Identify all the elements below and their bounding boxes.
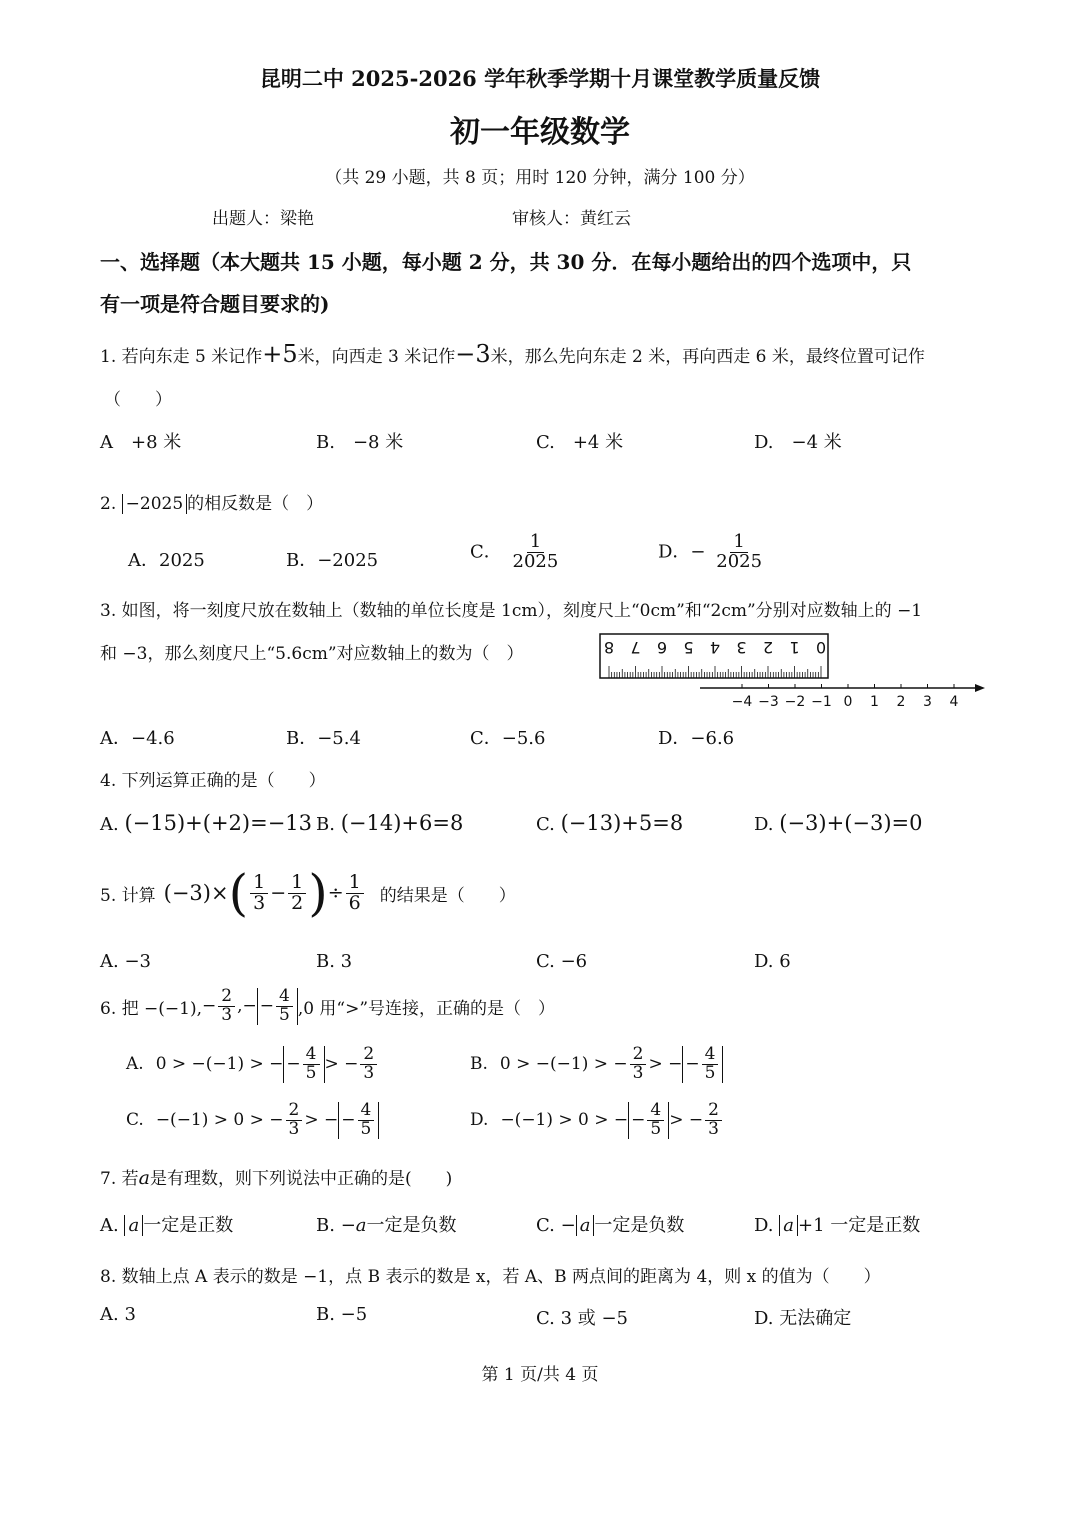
q6-a-abs-neg: − bbox=[286, 1054, 301, 1075]
q1-minus3: −3 bbox=[455, 340, 491, 368]
q1-option-c[interactable]: C. +4 米 bbox=[536, 432, 624, 453]
q5-f1-den: 3 bbox=[253, 891, 266, 914]
q2-c-num: 1 bbox=[527, 533, 544, 553]
axis-label: 2 bbox=[896, 694, 906, 710]
q1-option-a[interactable]: A +8 米 bbox=[100, 432, 182, 453]
q6-b-abs bbox=[682, 1046, 723, 1083]
q6-b-tail: > − bbox=[648, 1054, 683, 1075]
q2-option-b[interactable]: B．−2025 bbox=[286, 550, 379, 571]
axis-label: 0 bbox=[843, 694, 853, 710]
q4-option-c[interactable] bbox=[536, 811, 683, 835]
q6-option-d[interactable] bbox=[470, 1102, 724, 1139]
q5-option-c[interactable]: C. −6 bbox=[536, 951, 588, 972]
q6-d-abs-neg: − bbox=[631, 1110, 646, 1131]
q7-c-label: C. bbox=[536, 1215, 555, 1236]
q6-d-d3: 3 bbox=[708, 1118, 719, 1139]
q6-b-d5: 5 bbox=[704, 1062, 716, 1083]
reviewer: 审核人：黄红云 bbox=[512, 209, 631, 229]
q5-div: ÷ bbox=[327, 882, 344, 904]
ruler-label: 1 bbox=[789, 638, 800, 657]
q5-option-b[interactable]: B. 3 bbox=[316, 951, 353, 972]
exam-note: （共 29 小题，共 8 页；用时 120 分钟，满分 100 分） bbox=[325, 168, 755, 188]
q2-option-a[interactable]: A．2025 bbox=[128, 550, 205, 571]
q2-option-c[interactable] bbox=[470, 533, 563, 572]
q6-d-text: −(−1) > 0 > − bbox=[500, 1110, 629, 1131]
q7-b-label: B. bbox=[316, 1215, 335, 1236]
q6-c-label: C. bbox=[126, 1110, 144, 1131]
question-3-line2: 和 −3，那么刻度尺上“5.6cm”对应数轴上的数为（ ） bbox=[100, 644, 524, 664]
q6-a-d5: 5 bbox=[305, 1062, 317, 1083]
q5-f3-num: 1 bbox=[346, 873, 364, 894]
question-4-stem: 4. 下列运算正确的是（ ） bbox=[100, 771, 326, 791]
q8-option-b[interactable]: B. −5 bbox=[316, 1304, 368, 1325]
q2-d-den: 2025 bbox=[716, 550, 763, 572]
q4-d-expr: (−3)+(−3)=0 bbox=[779, 811, 923, 835]
q6-c-frac45 bbox=[358, 1102, 375, 1139]
q6-d23: 3 bbox=[221, 1004, 233, 1025]
q7-option-b[interactable] bbox=[316, 1211, 457, 1237]
axis-label: −3 bbox=[758, 694, 779, 710]
q6-b-label: B. bbox=[470, 1054, 488, 1075]
q7-option-a[interactable] bbox=[100, 1211, 233, 1237]
q2-d-num: 1 bbox=[730, 533, 747, 553]
q6-b-abs-neg: − bbox=[685, 1054, 700, 1075]
q3-option-a[interactable]: A．−4.6 bbox=[100, 728, 175, 749]
q1-text-c: 米，那么先向东走 2 米，再向西走 6 米，最终位置可记作 bbox=[490, 347, 925, 367]
q5-lead: (−3)× bbox=[163, 881, 229, 905]
q6-abs-prefix: − bbox=[242, 996, 257, 1017]
q6-abs-frac bbox=[257, 988, 298, 1025]
q7-b-expr: −a bbox=[340, 1215, 367, 1236]
ruler-label: 0 bbox=[815, 638, 827, 657]
q5-suffix: 的结果是（ ） bbox=[379, 885, 516, 906]
q3-option-b[interactable]: B．−5.4 bbox=[286, 728, 361, 749]
q7-d-abs: a bbox=[779, 1215, 798, 1236]
q4-option-d[interactable] bbox=[754, 811, 923, 835]
q6-d-n2: 2 bbox=[705, 1102, 722, 1121]
q6-n45: 4 bbox=[276, 988, 293, 1007]
q3-option-d[interactable]: D．−6.6 bbox=[658, 728, 735, 749]
q4-b-expr: (−14)+6=8 bbox=[340, 811, 464, 835]
q7-c-pre: − bbox=[560, 1215, 576, 1236]
q7-var-a: a bbox=[138, 1167, 150, 1189]
q6-a-tail: > − bbox=[324, 1054, 359, 1075]
ruler-numberline-figure bbox=[595, 628, 990, 713]
author: 出题人：梁艳 bbox=[212, 209, 314, 229]
ruler-labels bbox=[604, 638, 826, 657]
ruler-label: 5 bbox=[683, 638, 694, 657]
q5-paren-right: ) bbox=[308, 864, 328, 922]
q7-a-label: A. bbox=[100, 1215, 119, 1236]
q5-minus: − bbox=[270, 882, 287, 904]
axis-arrow-icon bbox=[975, 684, 985, 692]
q4-option-a[interactable] bbox=[100, 811, 312, 835]
page-number: 第 1 页/共 4 页 bbox=[481, 1365, 599, 1385]
ruler-label: 7 bbox=[630, 638, 641, 657]
q6-neg: − bbox=[202, 996, 217, 1017]
question-7-stem bbox=[100, 1164, 452, 1189]
q3-option-c[interactable]: C．−5.6 bbox=[470, 728, 546, 749]
q6-suffix: ,0 用“>”号连接，正确的是（ ） bbox=[297, 998, 556, 1019]
q2-d-label: D．− bbox=[658, 541, 706, 563]
axis-label: 3 bbox=[923, 694, 932, 710]
q6-a-n2: 2 bbox=[360, 1046, 377, 1065]
axis-label: −1 bbox=[811, 694, 832, 710]
exam-title: 昆明二中 2025-2026 学年秋季学期十月课堂教学质量反馈 bbox=[259, 66, 821, 91]
q8-option-c[interactable]: C. 3 或 −5 bbox=[536, 1308, 629, 1329]
q6-d-frac23 bbox=[705, 1102, 722, 1139]
q1-answer-paren: （ ） bbox=[104, 390, 172, 410]
q2-c-den: 2025 bbox=[512, 550, 559, 572]
question-1-stem bbox=[100, 340, 925, 368]
q6-c-abs-neg: − bbox=[341, 1110, 356, 1131]
q6-c-tail: > − bbox=[304, 1110, 339, 1131]
axis-label: 1 bbox=[870, 694, 879, 710]
q6-prefix: 6. 把 −(−1), bbox=[100, 998, 202, 1019]
q6-b-text: 0 > −(−1) > − bbox=[499, 1054, 628, 1075]
ruler-label: 4 bbox=[709, 638, 721, 657]
q4-d-label: D. bbox=[754, 814, 774, 835]
q2-c-fraction bbox=[510, 533, 562, 572]
q7-d-text: +1 一定是正数 bbox=[797, 1215, 921, 1236]
q7-d-label: D. bbox=[754, 1215, 774, 1236]
q6-option-a[interactable] bbox=[126, 1046, 379, 1083]
question-3-line1: 3. 如图，将一刻度尺放在数轴上（数轴的单位长度是 1cm），刻度尺上“0cm”和“2cm”分别对应数轴上的 −1 bbox=[100, 601, 923, 621]
q6-d-frac45 bbox=[647, 1102, 664, 1139]
q4-c-label: C. bbox=[536, 814, 555, 835]
q6-d45: 5 bbox=[278, 1004, 290, 1025]
question-5-stem bbox=[100, 864, 516, 922]
q6-b-frac45 bbox=[702, 1046, 719, 1083]
q6-a-n4: 4 bbox=[303, 1046, 320, 1065]
q6-c-n4: 4 bbox=[358, 1102, 375, 1121]
q6-frac-2-3 bbox=[218, 988, 235, 1025]
exam-subject: 初一年级数学 bbox=[450, 115, 630, 150]
q6-d-d5: 5 bbox=[650, 1118, 662, 1139]
q7-c-abs: a bbox=[576, 1215, 595, 1236]
q2-number: 2. bbox=[100, 494, 117, 514]
q6-d-abs bbox=[628, 1102, 669, 1139]
q6-option-c[interactable] bbox=[126, 1102, 379, 1139]
q1-option-b[interactable]: B. −8 米 bbox=[316, 432, 404, 453]
q4-a-label: A. bbox=[100, 814, 119, 835]
q6-d-tail: > − bbox=[669, 1110, 704, 1131]
q5-f3-den: 6 bbox=[348, 891, 361, 914]
q7-stem-a: 7. 若 bbox=[100, 1169, 139, 1189]
q7-b-text: 一定是负数 bbox=[366, 1215, 457, 1236]
q6-c-frac23 bbox=[286, 1102, 303, 1139]
q2-option-d[interactable] bbox=[658, 533, 767, 572]
q6-a-frac23 bbox=[360, 1046, 377, 1083]
q5-f2-num: 1 bbox=[288, 873, 306, 894]
ruler-label: 8 bbox=[603, 638, 615, 657]
q2-d-fraction bbox=[713, 533, 765, 572]
q6-c-d5: 5 bbox=[360, 1118, 372, 1139]
q6-comma: , bbox=[237, 996, 243, 1017]
q6-a-label: A. bbox=[126, 1054, 144, 1075]
q6-d-label: D. bbox=[470, 1110, 489, 1131]
question-6-stem bbox=[100, 988, 555, 1025]
q6-b-n2: 2 bbox=[630, 1046, 647, 1065]
q6-frac-4-5 bbox=[276, 988, 293, 1025]
q6-c-abs bbox=[338, 1102, 379, 1139]
q7-a-abs: a bbox=[124, 1215, 143, 1236]
q5-option-a[interactable]: A. −3 bbox=[100, 951, 151, 972]
q4-option-b[interactable] bbox=[316, 811, 463, 835]
q6-a-d3: 3 bbox=[363, 1062, 375, 1083]
q6-c-text: −(−1) > 0 > − bbox=[155, 1110, 284, 1131]
q7-option-c[interactable] bbox=[536, 1211, 684, 1237]
q1-option-d[interactable]: D. −4 米 bbox=[754, 432, 842, 453]
ruler-label: 3 bbox=[736, 638, 747, 657]
q6-n23: 2 bbox=[218, 988, 235, 1007]
q6-c-d3: 3 bbox=[288, 1118, 300, 1139]
q7-option-d[interactable] bbox=[754, 1211, 920, 1237]
q1-text-b: 米，向西走 3 米记作 bbox=[297, 347, 456, 367]
q7-stem-b: 是有理数，则下列说法中正确的是( ) bbox=[149, 1169, 453, 1189]
q6-a-abs bbox=[283, 1046, 324, 1083]
question-2-stem bbox=[100, 489, 323, 514]
q5-f2-den: 2 bbox=[291, 891, 304, 914]
q5-paren-left: ( bbox=[228, 864, 249, 922]
q5-option-d[interactable]: D. 6 bbox=[754, 951, 791, 972]
section-heading-line1: 一、选择题（本大题共 15 小题，每小题 2 分，共 30 分．在每小题给出的四个选项中，只 bbox=[100, 250, 912, 274]
q5-frac1 bbox=[250, 870, 268, 914]
q6-b-frac23 bbox=[630, 1046, 647, 1083]
q5-f1-num: 1 bbox=[250, 873, 268, 894]
q8-option-a[interactable]: A. 3 bbox=[100, 1304, 136, 1325]
q6-a-text: 0 > −(−1) > − bbox=[155, 1054, 284, 1075]
q1-text-a: 1. 若向东走 5 米记作 bbox=[100, 347, 263, 367]
q7-c-text: 一定是负数 bbox=[594, 1215, 685, 1236]
q2-abs-value: −2025 bbox=[122, 494, 188, 514]
q6-b-n4: 4 bbox=[702, 1046, 719, 1065]
q1-plus5: +5 bbox=[262, 340, 298, 368]
axis-label: 4 bbox=[949, 694, 959, 710]
q5-frac3 bbox=[346, 870, 364, 914]
q6-c-n2: 2 bbox=[286, 1102, 303, 1121]
question-8-stem: 8. 数轴上点 A 表示的数是 −1，点 B 表示的数是 x，若 A、B 两点间的距离为 4，则 x 的值为（ ） bbox=[100, 1267, 881, 1287]
q6-abs-neg: − bbox=[259, 996, 274, 1017]
axis-labels bbox=[732, 694, 959, 710]
q6-d-n4: 4 bbox=[647, 1102, 664, 1121]
q6-a-frac45 bbox=[303, 1046, 320, 1083]
q5-prefix: 5. 计算 bbox=[100, 885, 156, 906]
q4-b-label: B. bbox=[316, 814, 335, 835]
section-heading-line2: 有一项是符合题目要求的) bbox=[100, 292, 330, 316]
q2-c-label: C． bbox=[470, 541, 502, 563]
q2-suffix: 的相反数是（ ） bbox=[187, 494, 324, 514]
q6-option-b[interactable] bbox=[470, 1046, 723, 1083]
ruler-label: 2 bbox=[762, 638, 774, 657]
q7-a-text: 一定是正数 bbox=[143, 1215, 234, 1236]
q4-a-expr: (−15)+(+2)=−13 bbox=[124, 811, 313, 835]
q5-frac2 bbox=[288, 870, 306, 914]
q8-option-d[interactable]: D. 无法确定 bbox=[754, 1308, 852, 1329]
axis-label: −2 bbox=[784, 694, 806, 710]
axis-label: −4 bbox=[731, 694, 753, 710]
ruler-label: 6 bbox=[656, 638, 668, 657]
q6-b-d3: 3 bbox=[632, 1062, 644, 1083]
q4-c-expr: (−13)+5=8 bbox=[560, 811, 684, 835]
